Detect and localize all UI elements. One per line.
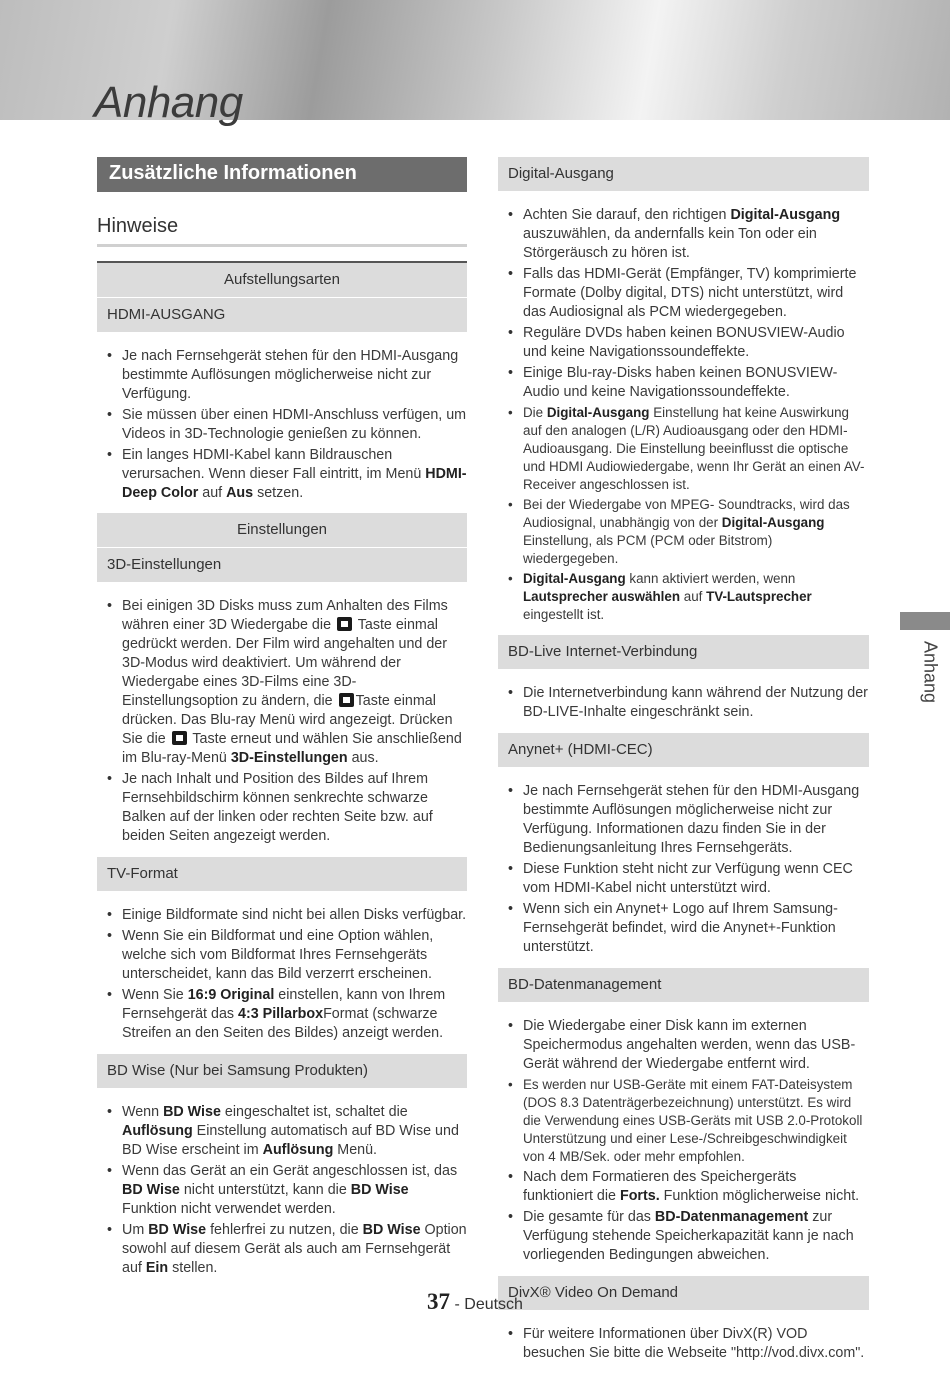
list-item: • Die Wiedergabe einer Disk kann im externen Speichermodus angehalten werden, wenn das USB-Gerät während der Wiedergabe entfernt wird. [498, 1017, 869, 1074]
3d-list [97, 582, 467, 856]
list-item: • Die gesamte für das BD-Datenmanagement zur Verfügung stehende Speicherkapazität kann je nach vorliegenden Bedingungen abweichen. [498, 1208, 869, 1265]
list-item: • Achten Sie darauf, den richtigen Digital-Ausgang auszuwählen, da andernfalls kein Ton oder ein Störgeräusch zu hören ist. [498, 206, 869, 263]
list-item: • Bei einigen 3D Disks muss zum Anhalten des Films währen einer 3D Wiedergabe die Taste einmal gedrückt werden. Der Film wird angehalten und der 3D-Modus wird deaktiviert. Um während der Wiedergabe eines 3D-Films eine 3D-Einstellungsoption zu ändern, die Taste einmal drücken. Das Blu-ray Menü wird angezeigt. Drücken Sie die Taste erneut und wählen Sie anschließend im Blu-ray-Menü 3D-Einstellungen aus. [97, 597, 467, 768]
list-item: • Je nach Fernsehgerät stehen für den HDMI-Ausgang bestimmte Auflösungen möglicherweise nicht zur Verfügung. Informationen dazu finden Sie in der Bedienungsanleitung Ihres Fernsehgeräts. [498, 782, 869, 858]
hdmi-section-header: HDMI-AUSGANG [97, 297, 467, 332]
3d-section-header: 3D-Einstellungen [97, 547, 467, 582]
list-item: • Wenn sich ein Anynet+ Logo auf Ihrem Samsung-Fernsehgerät befindet, wird die Anynet+-Funktion unterstützt. [498, 900, 869, 957]
list-item: • Je nach Fernsehgerät stehen für den HDMI-Ausgang bestimmte Auflösungen möglicherweise nicht zur Verfügung. [97, 347, 467, 404]
stop-button-icon [339, 693, 354, 707]
list-item: • Die Internetverbindung kann während der Nutzung der BD-LIVE-Inhalte eingeschränkt sein. [498, 684, 869, 722]
list-item: • Falls das HDMI-Gerät (Empfänger, TV) komprimierte Formate (Dolby digital, DTS) nicht unterstützt, wird das Audiosignal als PCM wiedergegeben. [498, 265, 869, 322]
list-item: • Für weitere Informationen über DivX(R) VOD besuchen Sie bitte die Webseite "http://vod.divx.com". [498, 1325, 869, 1363]
list-item: • Sie müssen über einen HDMI-Anschluss verfügen, um Videos in 3D-Technologie genießen zu können. [97, 406, 467, 444]
side-tab-marker [900, 612, 950, 630]
digital-output-section-header: Digital-Ausgang [498, 157, 869, 191]
page-number: 37 [427, 1289, 451, 1314]
list-item: • Reguläre DVDs haben keinen BONUSVIEW-Audio und keine Navigationssoundeffekte. [498, 324, 869, 362]
list-item: • Digital-Ausgang kann aktiviert werden, wenn Lautsprecher auswählen auf TV-Lautsprecher eingestellt ist. [498, 570, 869, 624]
bd-data-management-list [498, 1002, 869, 1275]
list-item: • Ein langes HDMI-Kabel kann Bildrauschen verursachen. Wenn dieser Fall eintritt, im Menü HDMI-Deep Color auf Aus setzen. [97, 446, 467, 503]
list-item: • Die Digital-Ausgang Einstellung hat keine Auswirkung auf den analogen (L/R) Audioausgang oder den HDMI-Audioausgang. Die Einstellung beeinflusst die optische und HDMI Audiowiedergabe, wenn Ihr Gerät an einen AV-Receiver angeschlossen ist. [498, 404, 869, 494]
page-footer [0, 1289, 950, 1315]
bd-live-section-header: BD-Live Internet-Verbindung [498, 634, 869, 669]
list-item: • Um BD Wise fehlerfrei zu nutzen, die BD Wise Option sowohl auf diesem Gerät als auch am Fernsehgerät auf Ein stellen. [97, 1221, 467, 1278]
bd-wise-section-header: BD Wise (Nur bei Samsung Produkten) [97, 1053, 467, 1088]
list-item: • Diese Funktion steht nicht zur Verfügung wenn CEC vom HDMI-Kabel nicht unterstützt wird. [498, 860, 869, 898]
list-item: • Je nach Inhalt und Position des Bildes auf Ihrem Fernsehbildschirm können senkrechte schwarze Balken auf der linken oder rechten Seite bzw. auf beiden Seiten angezeigt werden. [97, 770, 467, 846]
stop-button-icon [172, 731, 187, 745]
tv-format-list [97, 891, 467, 1053]
divx-list [498, 1310, 869, 1373]
list-item: • Einige Bildformate sind nicht bei allen Disks verfügbar. [97, 906, 467, 925]
digital-output-list [498, 191, 869, 634]
list-item: • Einige Blu-ray-Disks haben keinen BONUSVIEW-Audio und keine Navigationssoundeffekte. [498, 364, 869, 402]
list-item: • Es werden nur USB-Geräte mit einem FAT-Dateisystem (DOS 8.3 Datenträgerbezeichnung) unterstützt. Es wird die Verwendung eines USB-Geräts mit USB 2.0-Protokoll Unterstützung und einer Lese-/Schreibgeschwindigkeit von 4 MB/Sek. oder mehr empfohlen. [498, 1076, 869, 1166]
category-header-einstellungen: Einstellungen [97, 513, 467, 547]
list-item: • Wenn Sie 16:9 Original einstellen, kann von Ihrem Fernsehgerät das 4:3 PillarboxFormat (schwarze Streifen an den Seiten des Bildes) anzeigt werden. [97, 986, 467, 1043]
page-language: - Deutsch [454, 1296, 523, 1313]
bd-data-management-section-header: BD-Datenmanagement [498, 967, 869, 1002]
anynet-section-header: Anynet+ (HDMI-CEC) [498, 732, 869, 767]
stop-button-icon [337, 617, 352, 631]
header-banner [0, 0, 950, 127]
divx-section-header: DivX® Video On Demand [498, 1275, 869, 1310]
section-title: Zusätzliche Informationen [97, 157, 467, 192]
list-item: • Wenn Sie ein Bildformat und eine Option wählen, welche sich vom Bildformat Ihres Fernsehgeräts unterscheidet, kann das Bild verzerrt erscheinen. [97, 927, 467, 984]
list-item: • Wenn BD Wise eingeschaltet ist, schaltet die Auflösung Einstellung automatisch auf BD Wise und BD Wise erscheint im Auflösung Menü. [97, 1103, 467, 1160]
chapter-title: Anhang [94, 78, 243, 127]
left-column [97, 157, 467, 1288]
subsection-title: Hinweise [97, 215, 467, 247]
right-column [498, 157, 869, 1373]
category-header-aufstellungsarten: Aufstellungsarten [97, 261, 467, 297]
bd-live-list [498, 669, 869, 732]
anynet-list [498, 767, 869, 967]
list-item: • Wenn das Gerät an ein Gerät angeschlossen ist, das BD Wise nicht unterstützt, kann die BD Wise Funktion nicht verwendet werden. [97, 1162, 467, 1219]
bd-wise-list [97, 1088, 467, 1288]
list-item: • Nach dem Formatieren des Speichergeräts funktioniert die Forts. Funktion möglicherweise nicht. [498, 1168, 869, 1206]
tv-format-section-header: TV-Format [97, 856, 467, 891]
side-tab-label: Anhang [920, 640, 941, 704]
list-item: • Bei der Wiedergabe von MPEG- Soundtracks, wird das Audiosignal, unabhängig von der Digital-Ausgang Einstellung, als PCM (PCM oder Bitstrom) wiedergegeben. [498, 496, 869, 568]
hdmi-list [97, 332, 467, 513]
